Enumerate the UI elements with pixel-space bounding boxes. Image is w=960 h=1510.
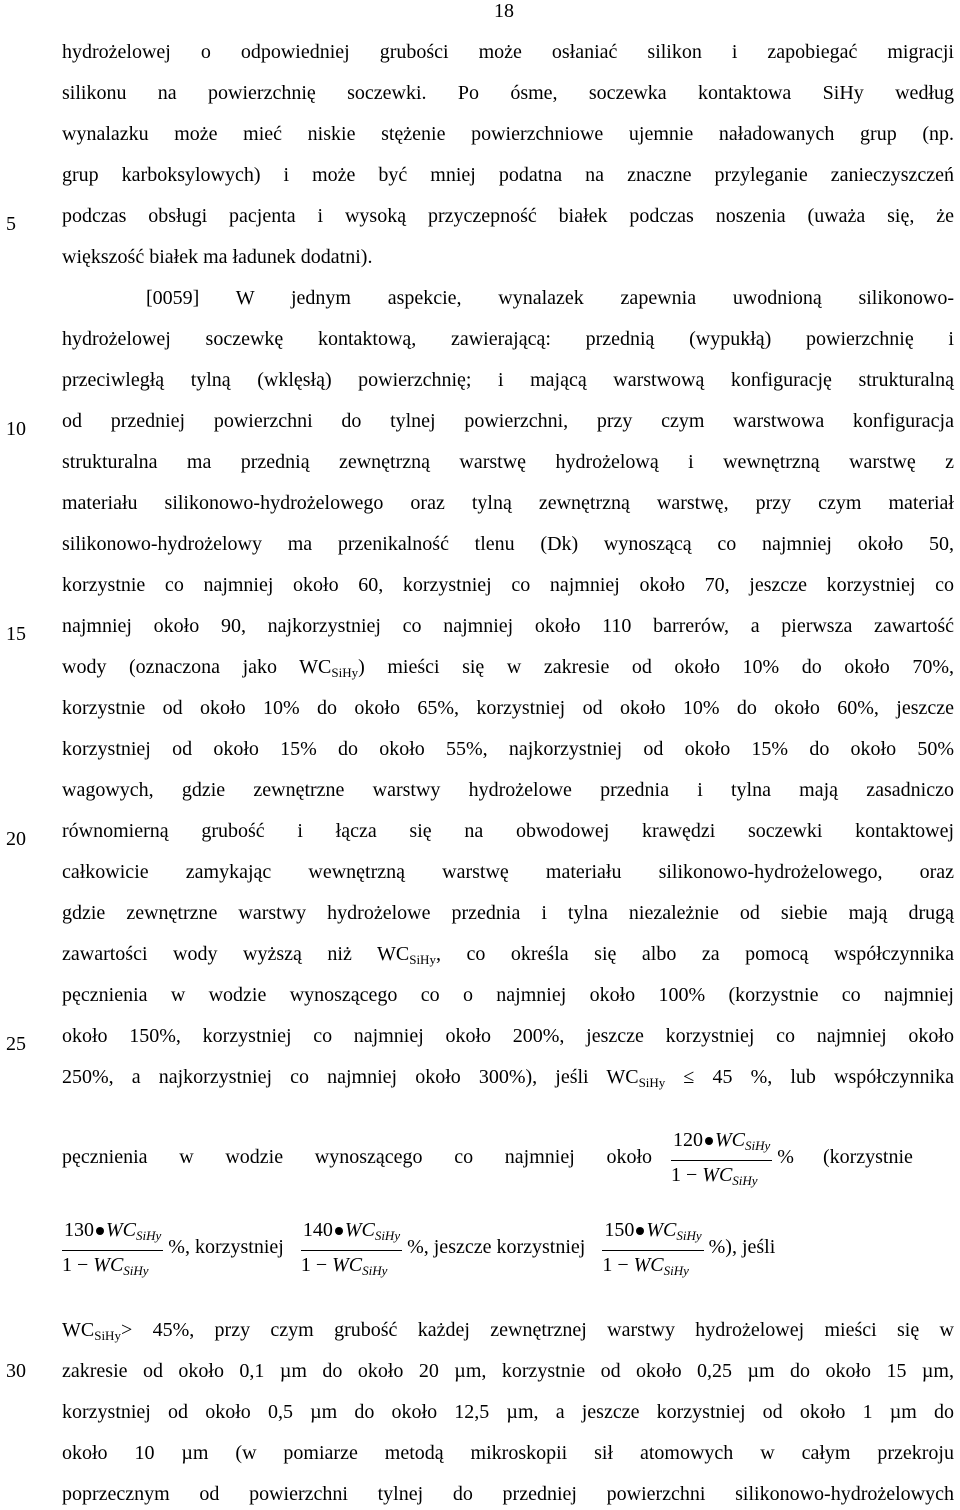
text-line: korzystniej od około 15% do około 55%, najkorzystniej od około 15% do około 50% (62, 738, 954, 760)
line-number: 10 (6, 418, 26, 440)
text-line: silikonowo-hydrożelowy ma przenikalność tlenu (Dk) wynoszącą co najmniej około 50, (62, 533, 954, 555)
line-number: 30 (6, 1360, 26, 1382)
line-number: 15 (6, 623, 26, 645)
text-line: wynalazku może mieć niskie stężenie powierzchniowe ujemnie naładowanych grup (np. (62, 123, 954, 145)
text-line: strukturalna ma przednią zewnętrzną warstwę hydrożelową i wewnętrzną warstwę z (62, 451, 954, 473)
text-line: około 10 µm (w pomiarze metodą mikroskopii sił atomowych w całym przekroju (62, 1442, 954, 1464)
text-line: podczas obsługi pacjenta i wysoką przyczepność białek podczas noszenia (uważa się, że (62, 205, 954, 227)
bullet-dot (636, 1227, 644, 1235)
text-line: korzystnie co najmniej około 60, korzystniej co najmniej około 70, jeszcze korzystniej co (62, 574, 954, 596)
text-line: najmniej około 90, najkorzystniej co najmniej około 110 barrerów, a pierwsza zawartość (62, 615, 954, 637)
text-line: całkowicie zamykając wewnętrzną warstwę materiału silikonowo-hydrożelowego, oraz (62, 861, 954, 883)
text-line: przeciwległą tylną (wklęsłą) powierzchnię; i mającą warstwową konfigurację strukturalną (62, 369, 954, 391)
text-line: równomierną grubość i łącza się na obwodowej krawędzi soczewki kontaktowej (62, 820, 954, 842)
text-line: większość białek ma ładunek dodatni). (62, 246, 373, 268)
line-number: 25 (6, 1033, 26, 1055)
text-line: materiału silikonowo-hydrożelowego oraz tylną zewnętrzną warstwę, przy czym materiał (62, 492, 954, 514)
water-content-line: wody (oznaczona jako $WC_{SiHy}$) mieści się w zakresie od około 10% do około 70%, (62, 656, 955, 680)
line-number: 20 (6, 828, 26, 850)
text-line: korzystnie od około 10% do około 65%, korzystniej od około 10% do około 60%, jeszcze (62, 697, 954, 719)
bullet-dot (96, 1227, 104, 1235)
text-line: silikonu na powierzchnię soczewki. Po ósme, soczewka kontaktowa SiHy według (62, 82, 954, 104)
text-line: korzystniej od około 0,5 µm do około 12,5 µm, a jeszcze korzystniej od około 1 µm do (62, 1401, 954, 1423)
line-number: 5 (6, 213, 16, 235)
water-content-line: zawartości wody wyższą niż $WC_{SiHy}$, co określa się albo za pomocą współczynnika (62, 943, 954, 967)
water-content-line: 250%, a najkorzystniej co najmniej około 300%), jeśli $WC_{SiHy} \le 45$ %, lub współczynnika (62, 1066, 954, 1090)
formula-line: $\frac{130 WC_{SiHy}}{1 - WC_{SiHy}}$ %, korzystniej $\frac{140 WC_{SiHy}}{1 - WC_{SiHy}}$ %, jeszcze korzystniej $\frac{150 WC_{SiHy}}{1 - WC_{SiHy}}$ %), jeśli (62, 1215, 954, 1275)
text-line: wagowych, gdzie zewnętrzne warstwy hydrożelowe przednia i tylna mają zasadniczo (62, 779, 954, 801)
swelling-ratio-fraction: $\frac{140 WC_{SiHy}}{1 - WC_{SiHy}}$ (300, 1219, 401, 1278)
paragraph-start: [0059] W jednym aspekcie, wynalazek zapewnia uwodnioną silikonowo- (146, 287, 954, 309)
swelling-ratio-fraction: $\frac{130 WC_{SiHy}}{1 - WC_{SiHy}}$ (62, 1219, 162, 1278)
swelling-ratio-fraction: $\frac{150 WC_{SiHy}}{1 - WC_{SiHy}}$ (602, 1219, 702, 1278)
swelling-ratio-fraction: $\frac{120 WC_{SiHy}}{1 - WC_{SiHy}}$ (671, 1129, 771, 1188)
formula-line: pęcznienia w wodzie wynoszącego co najmniej około $\frac{120 WC_{SiHy}}{1 - WC_{SiHy}}$ % (korzystnie (62, 1125, 954, 1185)
page-number: 18 (494, 0, 514, 22)
bullet-dot (335, 1227, 343, 1235)
text-line: hydrożelowej o odpowiedniej grubości może osłaniać silikon i zapobiegać migracji (62, 41, 954, 63)
text-line: gdzie zewnętrzne warstwy hydrożelowe przednia i tylna niezależnie od siebie mają drugą (62, 902, 954, 924)
text-line: poprzecznym od powierzchni tylnej do przedniej powierzchni silikonowo-hydrożelowych (62, 1483, 954, 1505)
text-line: od przedniej powierzchni do tylnej powierzchni, przy czym warstwowa konfiguracja (62, 410, 954, 432)
text-line: zakresie od około 0,1 µm do około 20 µm, korzystnie od około 0,25 µm do około 15 µm, (62, 1360, 954, 1382)
text-line: grup karboksylowych) i może być mniej podatna na znaczne przyleganie zanieczyszczeń (62, 164, 954, 186)
text-line: hydrożelowej soczewkę kontaktową, zawierającą: przednią (wypukłą) powierzchnię i (62, 328, 954, 350)
text-line: około 150%, korzystniej co najmniej około 200%, jeszcze korzystniej co najmniej około (62, 1025, 954, 1047)
text-line: pęcznienia w wodzie wynoszącego co o najmniej około 100% (korzystnie co najmniej (62, 984, 954, 1006)
bullet-dot (705, 1137, 713, 1145)
water-content-line: $WC_{SiHy}> 45\%$, przy czym grubość każdej zewnętrznej warstwy hydrożelowej mieści się w (62, 1319, 954, 1343)
